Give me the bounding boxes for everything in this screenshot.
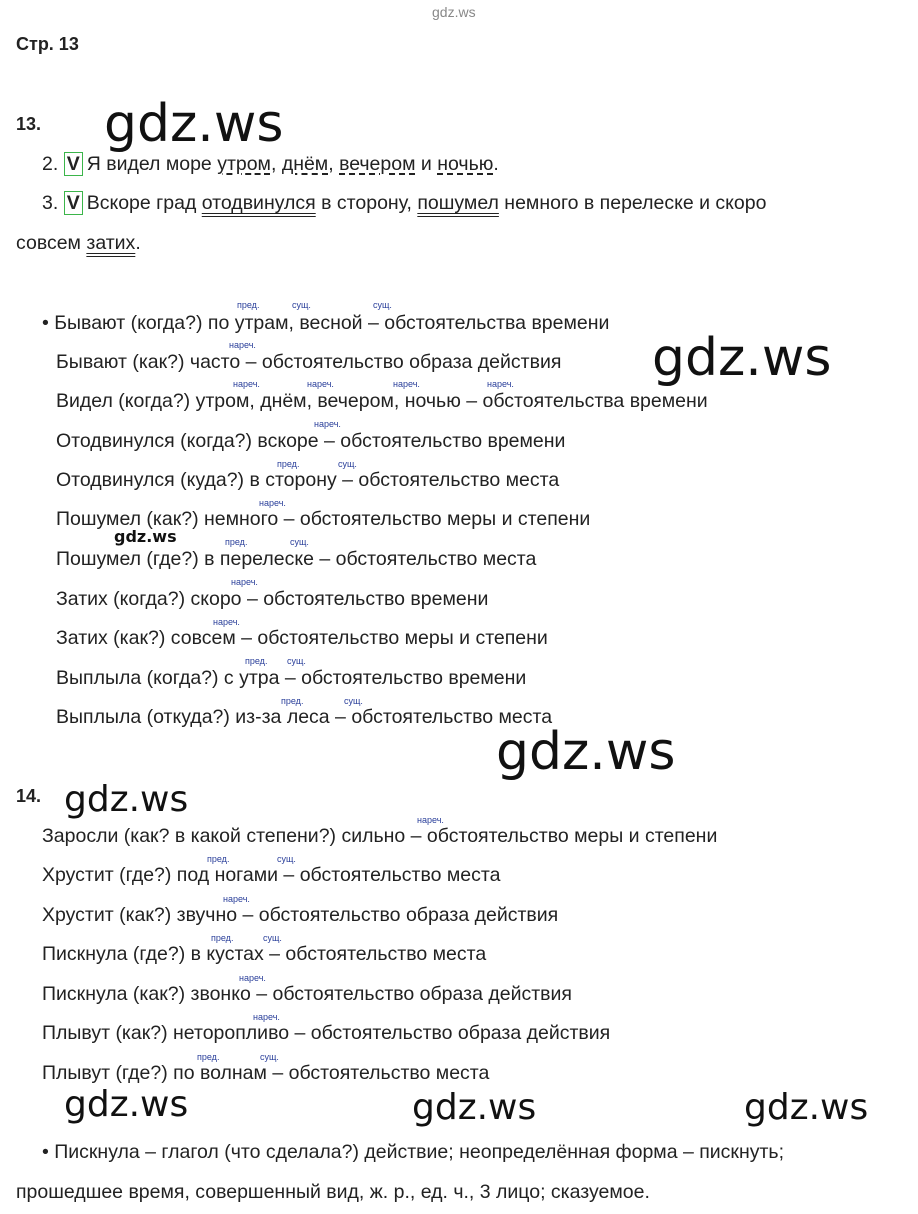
- ex14-line: Хрустит (как?) звучно – обстоятельство образа действия: [42, 904, 559, 926]
- ex13-line: Затих (как?) совсем – обстоятельство меры и степени: [56, 627, 548, 649]
- ex14-line: Пискнула (как?) звонко – обстоятельство образа действия: [42, 983, 572, 1005]
- watermark: gdz.ws: [64, 1084, 189, 1125]
- double-underlined-word: затих: [86, 232, 136, 254]
- part-of-speech-tag: сущ.: [277, 854, 296, 864]
- watermark: gdz.ws: [496, 722, 676, 782]
- part-of-speech-tag: нареч.: [231, 577, 258, 587]
- ex13-sentence-2: 2. V Я видел море утром, днём, вечером и ночью.: [42, 153, 499, 175]
- ex13-line: Пошумел (где?) в перелеске – обстоятельство места: [56, 548, 537, 570]
- part-of-speech-tag: пред.: [197, 1052, 220, 1062]
- watermark: gdz.ws: [104, 94, 284, 154]
- ex14-analysis-line-1: • Пискнула – глагол (что сделала?) действие; неопределённая форма – пискнуть;: [42, 1141, 784, 1163]
- part-of-speech-tag: сущ.: [263, 933, 282, 943]
- check-mark-box: V: [64, 191, 83, 215]
- part-of-speech-tag: сущ.: [260, 1052, 279, 1062]
- underlined-word: днём: [281, 153, 329, 175]
- check-mark-box: V: [64, 152, 83, 176]
- ex14-line: Заросли (как? в какой степени?) сильно – обстоятельство меры и степени: [42, 825, 718, 847]
- part-of-speech-tag: нареч.: [259, 498, 286, 508]
- ex13-line: Отодвинулся (когда?) вскоре – обстоятельство времени: [56, 430, 566, 452]
- part-of-speech-tag: сущ.: [290, 537, 309, 547]
- part-of-speech-tag: нареч.: [223, 894, 250, 904]
- part-of-speech-tag: нареч.: [253, 1012, 280, 1022]
- part-of-speech-tag: пред.: [245, 656, 268, 666]
- underlined-word: утром: [217, 153, 271, 175]
- ex14-line: Плывут (как?) неторопливо – обстоятельство образа действия: [42, 1022, 611, 1044]
- part-of-speech-tag: нареч.: [393, 379, 420, 389]
- part-of-speech-tag: нареч.: [229, 340, 256, 350]
- ex13-line: Выплыла (откуда?) из-за леса – обстоятельство места: [56, 706, 553, 728]
- part-of-speech-tag: пред.: [277, 459, 300, 469]
- part-of-speech-tag: сущ.: [373, 300, 392, 310]
- page-header: Стр. 13: [16, 34, 79, 54]
- underlined-word: ночью: [437, 153, 494, 175]
- double-underlined-word: пошумел: [417, 192, 499, 214]
- ex13-sentence-3: 3. V Вскоре град отодвинулся в сторону, пошумел немного в перелеске и скоро: [42, 192, 767, 214]
- ex13-sentence-3-line-2: совсем затих.: [16, 232, 141, 254]
- part-of-speech-tag: пред.: [281, 696, 304, 706]
- part-of-speech-tag: нареч.: [487, 379, 514, 389]
- part-of-speech-tag: сущ.: [292, 300, 311, 310]
- part-of-speech-tag: пред.: [211, 933, 234, 943]
- underlined-word: вечером: [339, 153, 416, 175]
- exercise-14-number: 14.: [16, 786, 42, 806]
- part-of-speech-tag: сущ.: [344, 696, 363, 706]
- part-of-speech-tag: нареч.: [239, 973, 266, 983]
- watermark: gdz.ws: [744, 1087, 869, 1128]
- ex13-line: Пошумел (как?) немного – обстоятельство меры и степени: [56, 508, 591, 530]
- part-of-speech-tag: пред.: [225, 537, 248, 547]
- ex14-analysis-line-2: прошедшее время, совершенный вид, ж. р., ед. ч., 3 лицо; сказуемое.: [16, 1181, 650, 1203]
- double-underlined-word: отодвинулся: [201, 192, 316, 214]
- watermark: gdz.ws: [114, 527, 177, 546]
- ex14-line: Хрустит (где?) под ногами – обстоятельство места: [42, 864, 501, 886]
- ex13-line: Отодвинулся (куда?) в сторону – обстоятельство места: [56, 469, 560, 491]
- watermark: gdz.ws: [652, 328, 832, 388]
- ex13-line: Выплыла (когда?) с утра – обстоятельство времени: [56, 667, 527, 689]
- ex13-line: • Бывают (когда?) по утрам, весной – обстоятельства времени: [42, 312, 610, 334]
- ex13-line: Видел (когда?) утром, днём, вечером, ночью – обстоятельства времени: [56, 390, 708, 412]
- part-of-speech-tag: нареч.: [307, 379, 334, 389]
- part-of-speech-tag: сущ.: [287, 656, 306, 666]
- ex13-line: Бывают (как?) часто – обстоятельство образа действия: [56, 351, 562, 373]
- ex14-line: Пискнула (где?) в кустах – обстоятельство места: [42, 943, 487, 965]
- top-watermark: gdz.ws: [432, 4, 476, 20]
- part-of-speech-tag: нареч.: [314, 419, 341, 429]
- watermark: gdz.ws: [64, 779, 189, 820]
- part-of-speech-tag: нареч.: [417, 815, 444, 825]
- part-of-speech-tag: сущ.: [338, 459, 357, 469]
- part-of-speech-tag: нареч.: [233, 379, 260, 389]
- watermark: gdz.ws: [412, 1087, 537, 1128]
- part-of-speech-tag: пред.: [237, 300, 260, 310]
- part-of-speech-tag: пред.: [207, 854, 230, 864]
- ex13-line: Затих (когда?) скоро – обстоятельство времени: [56, 588, 489, 610]
- exercise-13-number: 13.: [16, 114, 42, 134]
- part-of-speech-tag: нареч.: [213, 617, 240, 627]
- ex14-line: Плывут (где?) по волнам – обстоятельство места: [42, 1062, 490, 1084]
